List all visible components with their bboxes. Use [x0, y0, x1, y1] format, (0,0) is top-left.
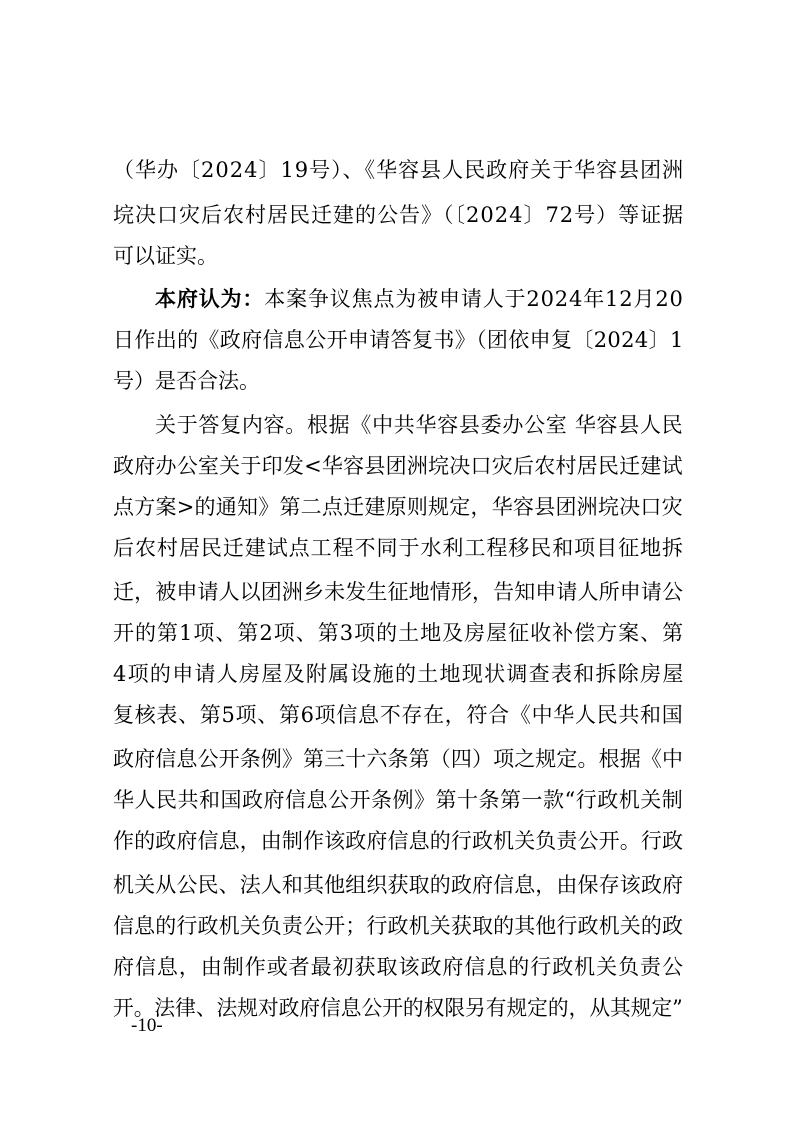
text-line: 可以证实。 [113, 244, 218, 268]
text-line: 迁，被申请人以团洲乡未发生征地情形，告知申请人所申请公 [113, 580, 684, 604]
text-line: 机关从公民、法人和其他组织获取的政府信息，由保存该政府 [113, 873, 684, 897]
text-line: 垸决口灾后农村居民迁建的公告》（〔2024〕72号）等证据 [113, 203, 685, 227]
text-line: 政府信息公开条例》第三十六条第（四）项之规定。根据《中 [113, 747, 684, 771]
text-line: （华办〔2024〕19号）、《华容县人民政府关于华容县团洲 [113, 158, 685, 182]
text-line: 政府办公室关于印发<华容县团洲垸决口灾后农村居民迁建试 [113, 454, 683, 478]
paragraph-lead: 本府认为： [155, 287, 265, 311]
text-line: 4项的申请人房屋及附属设施的土地现状调查表和拆除房屋 [113, 662, 685, 686]
text-line: 华人民共和国政府信息公开条例》第十条第一款“行政机关制 [113, 788, 684, 812]
text-line: 信息的行政机关负责公开；行政机关获取的其他行政机关的政 [113, 914, 684, 938]
text-line [155, 285, 684, 313]
text-line: 作的政府信息，由制作该政府信息的行政机关负责公开。行政 [113, 829, 684, 853]
text-line: 复核表、第5项、第6项信息不存在，符合《中华人民共和国 [113, 703, 684, 727]
text-line: 府信息，由制作或者最初获取该政府信息的行政机关负责公 [113, 955, 684, 979]
text-line: 点方案>的通知》第二点迁建原则规定，华容县团洲垸决口灾 [113, 495, 683, 519]
text-line: 日作出的《政府信息公开申请答复书》（团依申复〔2024〕1 [113, 328, 684, 352]
text-line: 开的第1项、第2项、第3项的土地及房屋征收补偿方案、第 [113, 621, 685, 645]
text-span: 本案争议焦点为被申请人于2024年12月20 [264, 287, 684, 311]
text-line: 开。法律、法规对政府信息公开的权限另有规定的，从其规定” [113, 996, 683, 1020]
text-line: 后农村居民迁建试点工程不同于水利工程移民和项目征地拆 [113, 536, 684, 560]
page-number: -10- [131, 1015, 163, 1036]
text-line: 号）是否合法。 [113, 369, 260, 393]
text-line: 关于答复内容。根据《中共华容县委办公室 华容县人民 [155, 413, 684, 437]
